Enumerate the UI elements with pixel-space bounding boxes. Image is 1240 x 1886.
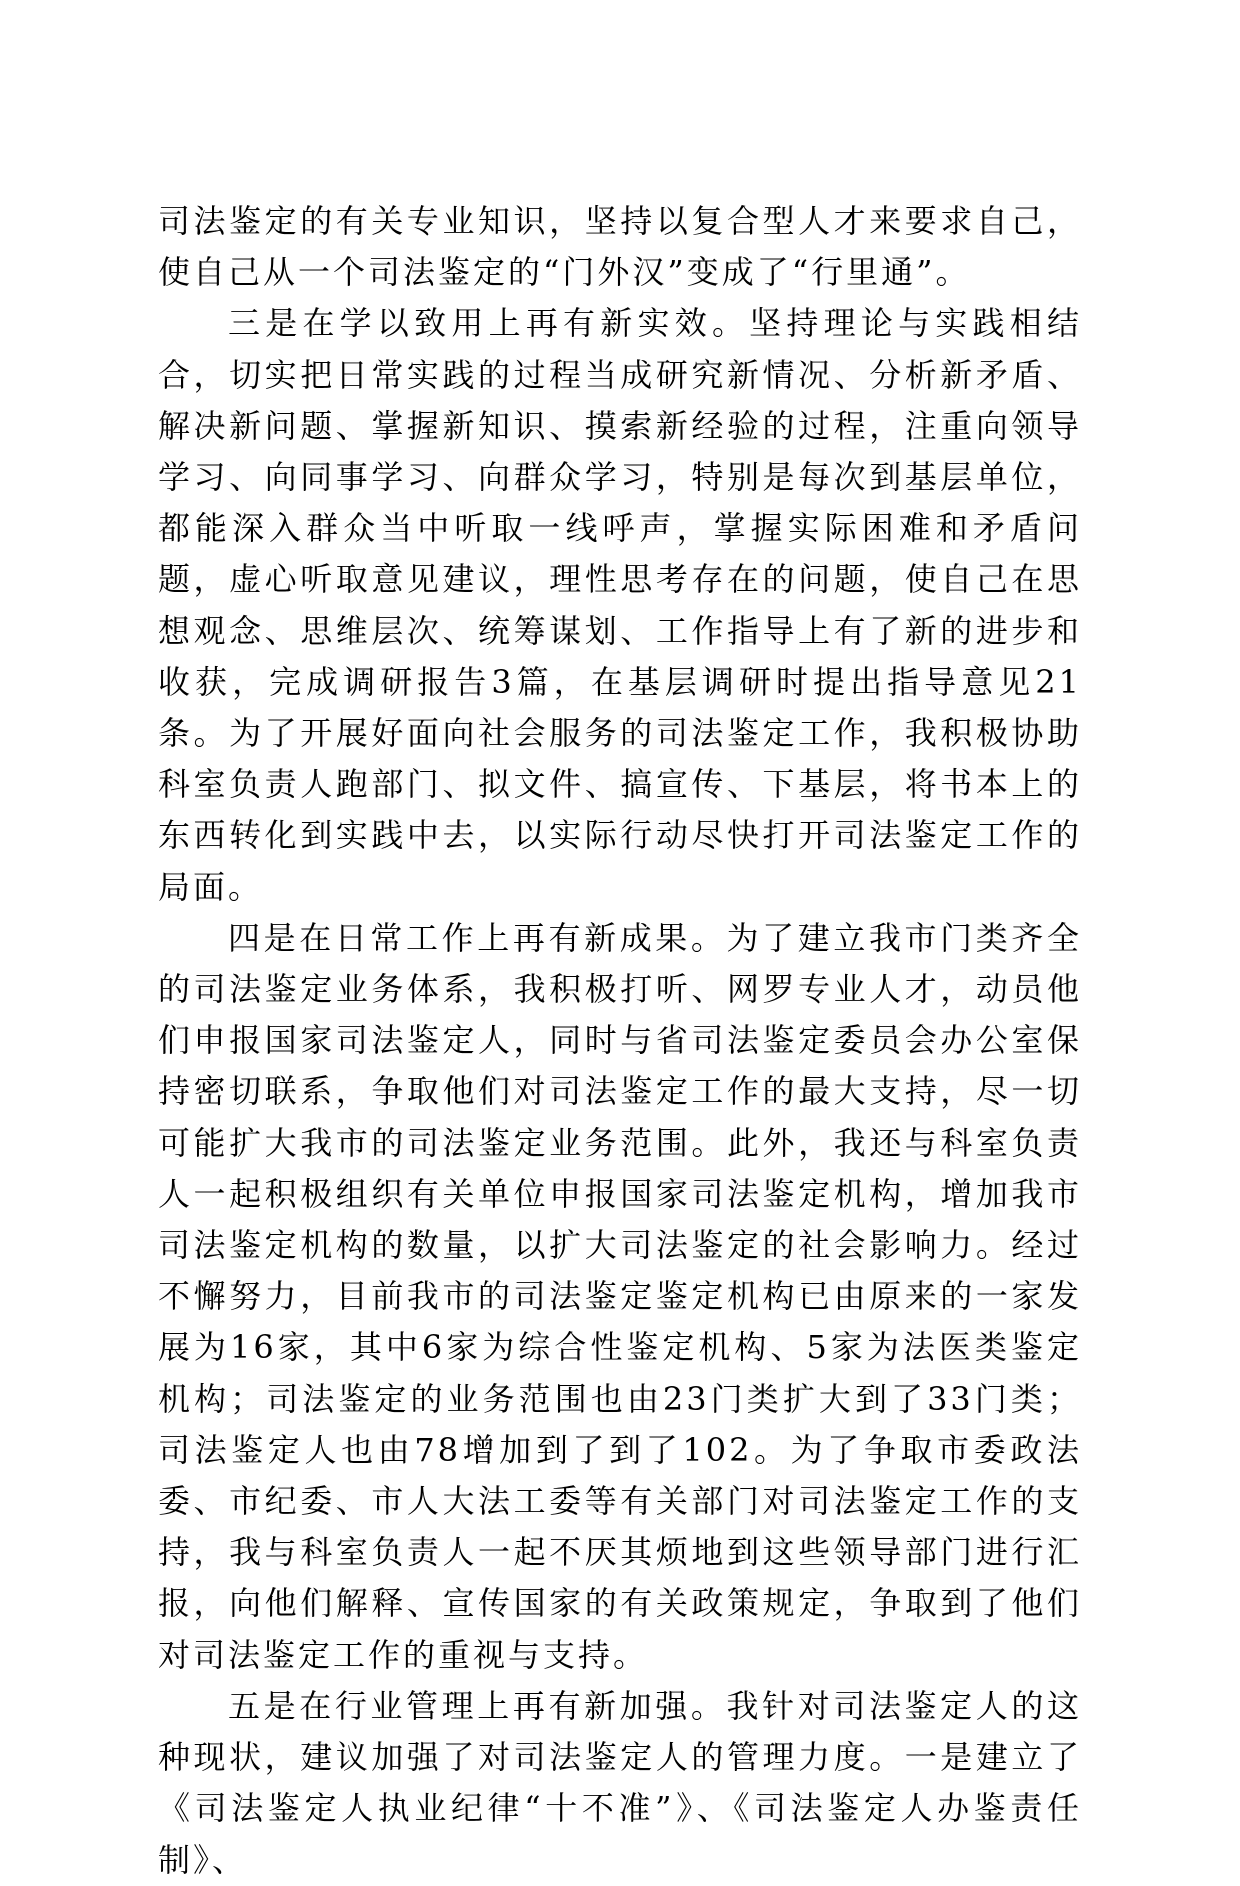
paragraph-continuation: 司法鉴定的有关专业知识，坚持以复合型人才来要求自己，使自己从一个司法鉴定的“门外汉”变成了“行里通”。 [158, 202, 1082, 292]
paragraph-point-three: 三是在学以致用上再有新实效。坚持理论与实践相结合，切实把日常实践的过程当成研究新情况、分析新矛盾、解决新问题、掌握新知识、摸索新经验的过程，注重向领导学习、向同事学习、向群众学习，特别是每次到基层单位，都能深入群众当中听取一线呼声，掌握实际困难和矛盾问题，虚心听取意见建议，理性思考存在的问题，使自己在思想观念、思维层次、统筹谋划、工作指导上有了新的进步和收获，完成调研报告3篇，在基层调研时提出指导意见21条。为了开展好面向社会服务的司法鉴定工作，我积极协助科室负责人跑部门、拟文件、搞宣传、下基层，将书本上的东西转化到实践中去，以实际行动尽快打开司法鉴定工作的局面。 [158, 304, 1082, 906]
paragraph-point-five: 五是在行业管理上再有新加强。我针对司法鉴定人的这种现状，建议加强了对司法鉴定人的管理力度。一是建立了《司法鉴定人执业纪律“十不准”》、《司法鉴定人办鉴责任制》、 [158, 1686, 1082, 1879]
document-body [158, 196, 1082, 1886]
paragraph-point-four: 四是在日常工作上再有新成果。为了建立我市门类齐全的司法鉴定业务体系，我积极打听、网罗专业人才，动员他们申报国家司法鉴定人，同时与省司法鉴定委员会办公室保持密切联系，争取他们对司法鉴定工作的最大支持，尽一切可能扩大我市的司法鉴定业务范围。此外，我还与科室负责人一起积极组织有关单位申报国家司法鉴定机构，增加我市司法鉴定机构的数量，以扩大司法鉴定的社会影响力。经过不懈努力，目前我市的司法鉴定鉴定机构已由原来的一家发展为16家，其中6家为综合性鉴定机构、5家为法医类鉴定机构；司法鉴定的业务范围也由23门类扩大到了33门类；司法鉴定人也由78增加到了到了102。为了争取市委政法委、市纪委、市人大法工委等有关部门对司法鉴定工作的支持，我与科室负责人一起不厌其烦地到这些领导部门进行汇报，向他们解释、宣传国家的有关政策规定，争取到了他们对司法鉴定工作的重视与支持。 [158, 918, 1082, 1674]
